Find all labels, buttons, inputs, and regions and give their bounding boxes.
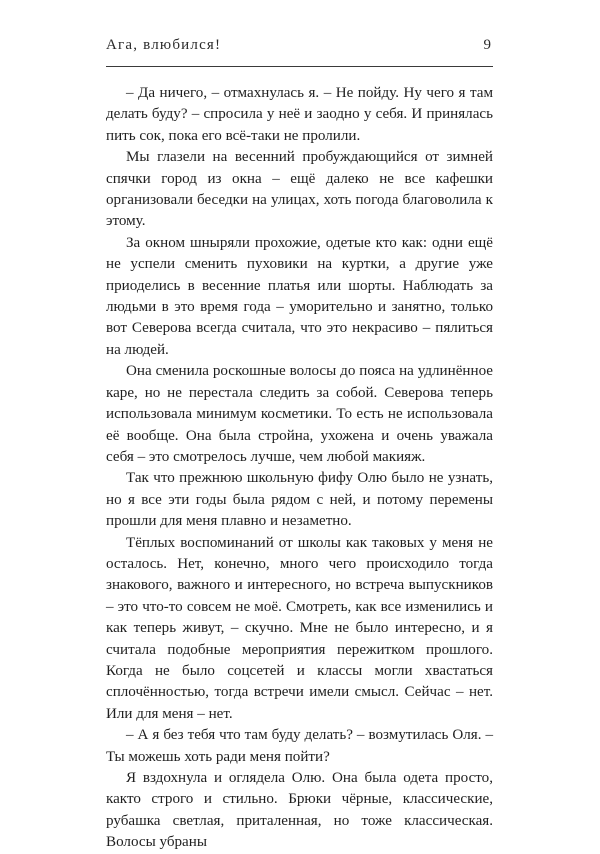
paragraph: – Да ничего, – отмахнулась я. – Не пойду. Ну чего я там делать буду? – спросила у неё и заодно у себя. И принялась пить сок, пока его всё-таки не пролили.: [106, 85, 493, 144]
paragraph: За окном шныряли прохожие, одетые кто как: одни ещё не успели сменить пуховики на куртки, а другие уже приоделись в весенние платья или шорты. Наблюдать за людьми в это время года – уморительно и занятно, только вот Северова всегда считала, что это некрасиво – пялиться на людей.: [106, 234, 493, 358]
body-text: [106, 83, 493, 854]
header-divider: [106, 66, 493, 67]
paragraph: Она сменила роскошные волосы до пояса на удлинённое каре, но не перестала следить за собой. Северова теперь использовала минимум косметики. То есть не использовала её вообще. Она была стройна, ухожена и очень уважала себя – это смотрелось лучше, чем любой макияж.: [106, 363, 493, 465]
paragraph: Тёплых воспоминаний от школы как таковых у меня не осталось. Нет, конечно, много чего происходило тогда знакового, важного и интересного, но встреча выпускников – это что-то совсем не моё. Смотреть, как все изменились и как теперь живут, – скучно. Мне не было интересно, и я считала подобные мероприятия пережитком прошлого. Когда не было соцсетей и классы могли хвастаться сплочённостью, тогда встречи имели смысл. Сейчас – нет. Или для меня – нет.: [106, 534, 493, 722]
paragraph: Мы глазели на весенний пробуждающийся от зимней спячки город из окна – ещё далеко не все кафешки организовали беседки на улицах, хоть погода благоволила к этому.: [106, 149, 493, 230]
paragraph: – А я без тебя что там буду делать? – возмутилась Оля. – Ты можешь хоть ради меня пойти?: [106, 727, 493, 765]
paragraph: Я вздохнула и оглядела Олю. Она была одета просто, както строго и стильно. Брюки чёрные, классические, рубашка светлая, приталенная, но тоже классическая. Волосы убраны: [106, 770, 493, 851]
paragraph: Так что прежнюю школьную фифу Олю было не узнать, но я все эти годы была рядом с ней, и потому перемены прошли для меня плавно и незаметно.: [106, 470, 493, 530]
running-title: Ага, влюбился!: [106, 37, 222, 53]
page-number: 9: [483, 37, 491, 53]
